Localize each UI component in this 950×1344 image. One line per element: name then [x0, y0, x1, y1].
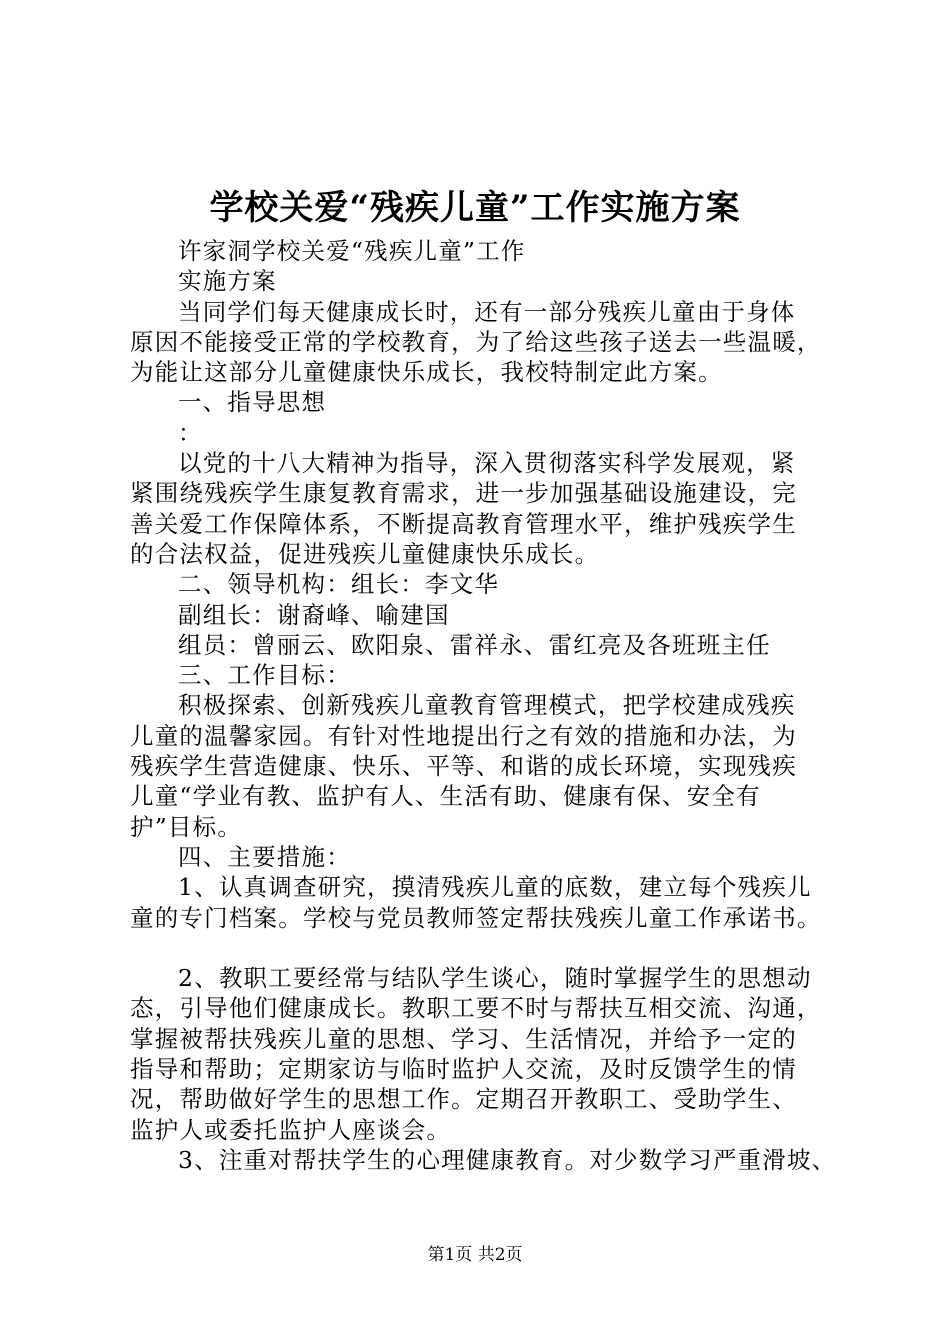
text-line: 为能让这部分儿童健康快乐成长，我校特制定此方案。	[130, 358, 723, 387]
text-line: 善关爱工作保障体系，不断提高教育管理水平，维护残疾学生	[130, 509, 797, 538]
text-line: 指导和帮助；定期家访与临时监护人交流，及时反馈学生的情	[130, 1055, 797, 1084]
text-line: 残疾学生营造健康、快乐、平等、和谐的成长环境，实现残疾	[130, 752, 797, 781]
text-line: 1、认真调查研究，摸清残疾儿童的底数，建立每个残疾儿	[178, 873, 812, 902]
text-line: 况，帮助做好学生的思想工作。定期召开教职工、受助学生、	[130, 1085, 797, 1114]
text-line: 儿童的温馨家园。有针对性地提出行之有效的措施和办法，为	[130, 721, 797, 750]
text-line: 一、指导思想	[178, 388, 327, 417]
text-line: 2、教职工要经常与结队学生谈心，随时掌握学生的思想动	[178, 964, 812, 993]
text-line: 的合法权益，促进残疾儿童健康快乐成长。	[130, 539, 600, 568]
text-line: 组员：曾丽云、欧阳泉、雷祥永、雷红亮及各班班主任	[178, 630, 771, 659]
text-line: ：	[178, 418, 203, 447]
page-footer: 第1页 共2页	[427, 1245, 523, 1265]
text-line: 四、主要措施：	[178, 842, 351, 871]
text-line: 二、领导机构：组长：李文华	[178, 570, 500, 599]
text-line: 积极探索、创新残疾儿童教育管理模式，把学校建成残疾	[178, 691, 796, 720]
text-line: 护”目标。	[130, 812, 243, 841]
text-line: 原因不能接受正常的学校教育，为了给这些孩子送去一些温暖，	[130, 327, 822, 356]
text-line: 许家洞学校关爱“残疾儿童”工作	[178, 237, 526, 265]
blank-line	[130, 933, 850, 963]
document-body	[130, 236, 850, 1175]
document-title: 学校关爱“残疾儿童”工作实施方案	[209, 188, 741, 228]
text-line: 童的专门档案。学校与党员教师签定帮扶残疾儿童工作承诺书。	[130, 903, 822, 932]
text-line: 当同学们每天健康成长时，还有一部分残疾儿童由于身体	[178, 297, 796, 326]
text-line: 以党的十八大精神为指导，深入贯彻落实科学发展观，紧	[178, 449, 796, 478]
text-line: 监护人或委托监护人座谈会。	[130, 1115, 452, 1144]
text-line: 三、工作目标：	[178, 661, 351, 690]
text-line: 掌握被帮扶残疾儿童的思想、学习、生活情况，并给予一定的	[130, 1024, 797, 1053]
text-line: 3、注重对帮扶学生的心理健康教育。对少数学习严重滑坡、	[178, 1145, 837, 1174]
text-line: 紧围绕残疾学生康复教育需求，进一步加强基础设施建设，完	[130, 479, 797, 508]
text-line: 儿童“学业有教、监护有人、生活有助、健康有保、安全有	[130, 782, 761, 811]
text-line: 实施方案	[178, 267, 277, 296]
text-line: 副组长：谢裔峰、喻建国	[178, 600, 450, 629]
text-line: 态，引导他们健康成长。教职工要不时与帮扶互相交流、沟通，	[130, 994, 822, 1023]
